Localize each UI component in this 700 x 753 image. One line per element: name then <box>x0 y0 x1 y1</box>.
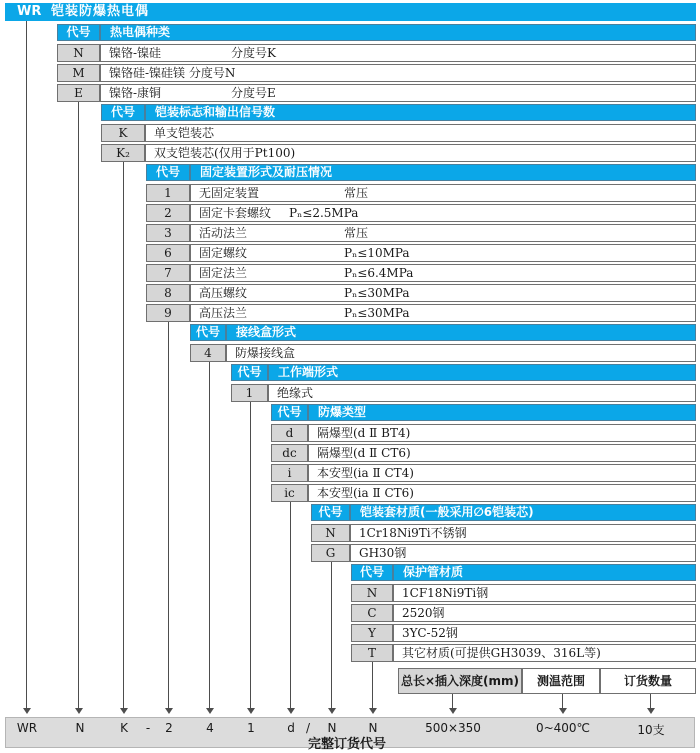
desc-cell <box>190 304 696 322</box>
level8-title: 保护管材质 <box>393 564 696 581</box>
level5-code-header: 代号 <box>231 364 268 381</box>
level2-code-header: 代号 <box>101 104 145 121</box>
desc-extra: 分度号K <box>231 46 276 60</box>
code-cell: C <box>351 604 393 622</box>
arrow-down-icon <box>328 708 336 714</box>
desc-cell <box>190 184 696 202</box>
connector-line <box>650 694 651 708</box>
order-code-bar <box>5 717 695 752</box>
connector-line <box>562 694 563 708</box>
desc-cell <box>100 64 696 82</box>
arrow-down-icon <box>647 708 655 714</box>
desc-text: 1Cr18Ni9Ti不锈钢 <box>359 526 467 540</box>
title-bar <box>5 3 696 21</box>
desc-extra: Pₙ≤10MPa <box>344 246 410 260</box>
desc-text: 镍铬-镍硅 <box>109 46 162 60</box>
code-cell: 8 <box>146 284 190 302</box>
desc-text: 防爆接线盒 <box>235 346 296 360</box>
desc-extra: Pₙ≤30MPa <box>344 306 410 320</box>
connector-line <box>331 562 332 708</box>
desc-cell <box>100 84 696 102</box>
connector-line <box>290 502 291 708</box>
desc-cell <box>393 584 696 602</box>
desc-text: 固定卡套螺纹 <box>199 206 272 220</box>
connector-line <box>26 21 27 708</box>
connector-line <box>372 662 373 708</box>
connector-line <box>250 402 251 708</box>
desc-cell <box>393 644 696 662</box>
level7-title: 铠装套材质(一般采用∅6铠装芯) <box>350 504 696 521</box>
page-title: 铠装防爆热电偶 <box>51 4 150 19</box>
desc-cell <box>145 124 696 142</box>
level2-title: 铠装标志和输出信号数 <box>145 104 696 121</box>
code-cell: i <box>271 464 308 482</box>
order-code-item: N <box>368 721 378 735</box>
code-cell: T <box>351 644 393 662</box>
order-code-item: 500×350 <box>425 721 481 735</box>
order-code-item: WR <box>16 721 38 735</box>
order-code-item: 4 <box>206 721 214 735</box>
spec-col-quantity: 订货数量 <box>600 668 696 694</box>
code-cell: 9 <box>146 304 190 322</box>
desc-text: 1CF18Ni9Ti钢 <box>402 586 489 600</box>
connector-line <box>78 102 79 708</box>
desc-text: 本安型(ia Ⅱ CT6) <box>317 486 414 500</box>
desc-text: 无固定装置 <box>199 186 260 200</box>
desc-cell <box>190 244 696 262</box>
desc-cell <box>350 544 696 562</box>
desc-text: 活动法兰 <box>199 226 248 240</box>
desc-cell <box>350 524 696 542</box>
desc-cell <box>100 44 696 62</box>
desc-text: 固定法兰 <box>199 266 248 280</box>
desc-cell <box>190 224 696 242</box>
connector-line <box>123 162 124 708</box>
desc-text: 本安型(ia Ⅱ CT4) <box>317 466 414 480</box>
order-code-label: 完整订货代号 <box>308 737 387 752</box>
code-cell: 1 <box>231 384 268 402</box>
connector-line <box>168 322 169 708</box>
code-cell: Y <box>351 624 393 642</box>
order-code-item: 2 <box>165 721 173 735</box>
connector-line <box>452 694 453 708</box>
order-code-item: 0~400℃ <box>535 721 591 735</box>
desc-text: 镍铬硅-镍硅镁 分度号N <box>109 66 236 80</box>
code-cell: 2 <box>146 204 190 222</box>
code-cell: 7 <box>146 264 190 282</box>
level5-title: 工作端形式 <box>268 364 696 381</box>
desc-extra: 常压 <box>344 226 369 240</box>
arrow-down-icon <box>559 708 567 714</box>
arrow-down-icon <box>449 708 457 714</box>
code-cell: E <box>57 84 100 102</box>
order-code-item: d <box>287 721 295 735</box>
order-code-separator: - <box>145 721 151 735</box>
level1-title: 热电偶种类 <box>100 24 696 41</box>
desc-cell <box>190 204 696 222</box>
level4-title: 接线盒形式 <box>226 324 696 341</box>
code-cell: G <box>311 544 350 562</box>
code-cell: 4 <box>190 344 226 362</box>
order-code-item: 10支 <box>637 723 665 737</box>
code-cell: 1 <box>146 184 190 202</box>
order-code-item: N <box>75 721 85 735</box>
desc-extra: Pₙ≤2.5MPa <box>289 206 359 220</box>
level1-code-header: 代号 <box>57 24 100 41</box>
connector-line <box>209 362 210 708</box>
desc-extra: Pₙ≤6.4MPa <box>344 266 414 280</box>
desc-cell <box>393 604 696 622</box>
order-code-item: N <box>327 721 337 735</box>
desc-cell <box>393 624 696 642</box>
order-code-separator: / <box>305 721 311 735</box>
desc-text: GH30钢 <box>359 546 407 560</box>
spec-col-temp-range: 测温范围 <box>522 668 600 694</box>
product-code: WR <box>17 4 42 19</box>
code-cell: N <box>311 524 350 542</box>
desc-text: 双支铠装芯(仅用于Pt100) <box>154 146 296 160</box>
code-cell: K₂ <box>101 144 145 162</box>
arrow-down-icon <box>165 708 173 714</box>
arrow-down-icon <box>369 708 377 714</box>
arrow-down-icon <box>206 708 214 714</box>
desc-cell <box>268 384 696 402</box>
code-cell: dc <box>271 444 308 462</box>
arrow-down-icon <box>120 708 128 714</box>
code-cell: ic <box>271 484 308 502</box>
level6-title: 防爆类型 <box>308 404 696 421</box>
desc-text: 绝缘式 <box>277 386 314 400</box>
code-cell: M <box>57 64 100 82</box>
order-code-item: K <box>120 721 128 735</box>
level7-code-header: 代号 <box>311 504 350 521</box>
arrow-down-icon <box>247 708 255 714</box>
code-cell: 3 <box>146 224 190 242</box>
desc-text: 2520钢 <box>402 606 445 620</box>
desc-text: 固定螺纹 <box>199 246 248 260</box>
arrow-down-icon <box>287 708 295 714</box>
desc-cell <box>226 344 696 362</box>
level8-code-header: 代号 <box>351 564 393 581</box>
arrow-down-icon <box>75 708 83 714</box>
desc-extra: 常压 <box>344 186 369 200</box>
desc-text: 高压螺纹 <box>199 286 248 300</box>
order-code-item: 1 <box>247 721 255 735</box>
desc-extra: 分度号E <box>231 86 276 100</box>
arrow-down-icon <box>23 708 31 714</box>
desc-cell <box>308 484 696 502</box>
code-cell: 6 <box>146 244 190 262</box>
desc-cell <box>190 264 696 282</box>
desc-text: 其它材质(可提供GH3039、316L等) <box>402 646 601 660</box>
desc-text: 单支铠装芯 <box>154 126 215 140</box>
level4-code-header: 代号 <box>190 324 226 341</box>
level6-code-header: 代号 <box>271 404 308 421</box>
code-cell: N <box>351 584 393 602</box>
desc-cell <box>190 284 696 302</box>
desc-text: 隔爆型(d Ⅱ CT6) <box>317 446 411 460</box>
level3-title: 固定装置形式及耐压情况 <box>190 164 696 181</box>
code-cell: N <box>57 44 100 62</box>
desc-cell <box>145 144 696 162</box>
desc-text: 高压法兰 <box>199 306 248 320</box>
desc-text: 隔爆型(d Ⅱ BT4) <box>317 426 411 440</box>
desc-text: 镍铬-康铜 <box>109 86 162 100</box>
desc-cell <box>308 424 696 442</box>
level3-code-header: 代号 <box>146 164 190 181</box>
desc-extra: Pₙ≤30MPa <box>344 286 410 300</box>
desc-text: 3YC-52钢 <box>402 626 458 640</box>
desc-cell <box>308 464 696 482</box>
spec-col-length: 总长×插入深度(mm) <box>398 668 522 694</box>
code-cell: d <box>271 424 308 442</box>
desc-cell <box>308 444 696 462</box>
code-cell: K <box>101 124 145 142</box>
